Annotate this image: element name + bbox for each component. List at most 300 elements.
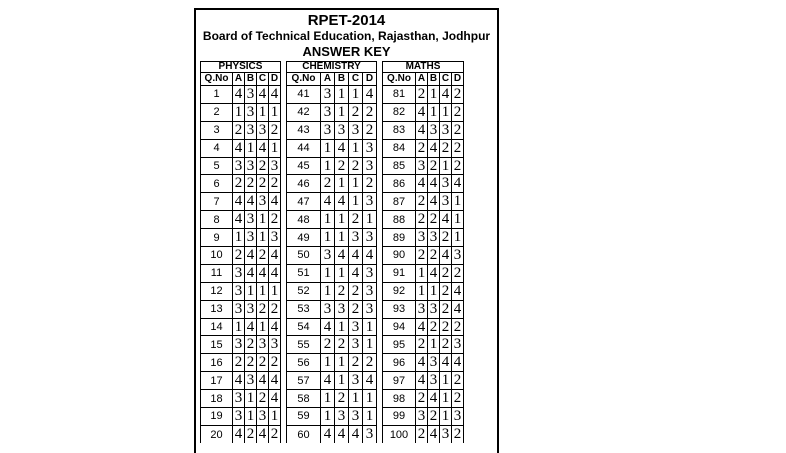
answer-a: 1: [321, 211, 335, 229]
question-number: 97: [383, 372, 416, 390]
answer-row: [201, 372, 281, 390]
answer-b: 1: [335, 318, 349, 336]
column-header: Q.No: [201, 73, 233, 86]
answer-row: [287, 247, 377, 265]
question-number: 84: [383, 139, 416, 157]
question-number: 43: [287, 121, 321, 139]
answer-row: [287, 282, 377, 300]
question-number: 13: [201, 300, 233, 318]
answer-c: 2: [349, 157, 363, 175]
answer-d: 2: [269, 121, 281, 139]
question-number: 12: [201, 282, 233, 300]
answer-b: 3: [335, 121, 349, 139]
answer-d: 4: [269, 264, 281, 282]
question-number: 2: [201, 103, 233, 121]
answer-a: 3: [321, 103, 335, 121]
answer-a: 1: [321, 139, 335, 157]
answer-a: 4: [233, 372, 245, 390]
question-number: 93: [383, 300, 416, 318]
answer-row: [287, 300, 377, 318]
question-number: 55: [287, 336, 321, 354]
answer-d: 2: [452, 372, 464, 390]
answer-d: 2: [363, 121, 377, 139]
question-number: 98: [383, 390, 416, 408]
answer-c: 4: [349, 247, 363, 265]
answer-a: 2: [321, 175, 335, 193]
answer-row: [383, 425, 464, 443]
answer-c: 2: [440, 336, 452, 354]
answer-c: 3: [349, 318, 363, 336]
question-number: 95: [383, 336, 416, 354]
question-number: 49: [287, 229, 321, 247]
question-number: 1: [201, 86, 233, 104]
answer-a: 3: [233, 300, 245, 318]
column-header: D: [363, 73, 377, 86]
answer-c: 1: [440, 408, 452, 426]
answer-a: 3: [233, 157, 245, 175]
answer-d: 1: [363, 408, 377, 426]
answer-a: 3: [321, 300, 335, 318]
answer-a: 4: [233, 193, 245, 211]
answer-b: 1: [245, 390, 257, 408]
question-number: 85: [383, 157, 416, 175]
question-number: 50: [287, 247, 321, 265]
answer-a: 4: [416, 175, 428, 193]
answer-c: 3: [440, 121, 452, 139]
answer-row: [383, 408, 464, 426]
column-header: Q.No: [383, 73, 416, 86]
document-heading: ANSWER KEY: [302, 44, 391, 59]
answer-row: [201, 264, 281, 282]
answer-b: 1: [335, 264, 349, 282]
question-number: 46: [287, 175, 321, 193]
answer-b: 2: [335, 157, 349, 175]
answer-row: [201, 247, 281, 265]
answer-row: [287, 157, 377, 175]
answer-c: 1: [440, 372, 452, 390]
answer-d: 2: [452, 121, 464, 139]
answer-c: 3: [349, 336, 363, 354]
answer-b: 1: [428, 103, 440, 121]
answer-a: 4: [416, 354, 428, 372]
answer-a: 1: [321, 390, 335, 408]
question-number: 6: [201, 175, 233, 193]
answer-a: 1: [321, 157, 335, 175]
answer-d: 1: [452, 211, 464, 229]
answer-a: 1: [233, 103, 245, 121]
answer-c: 2: [257, 175, 269, 193]
answer-row: [383, 229, 464, 247]
answer-a: 4: [416, 372, 428, 390]
question-number: 44: [287, 139, 321, 157]
question-number: 83: [383, 121, 416, 139]
question-number: 11: [201, 264, 233, 282]
answer-d: 1: [363, 318, 377, 336]
chemistry-table: [286, 61, 377, 443]
answer-c: 1: [257, 318, 269, 336]
question-number: 7: [201, 193, 233, 211]
answer-b: 4: [428, 175, 440, 193]
answer-a: 4: [233, 425, 245, 443]
answer-a: 4: [321, 425, 335, 443]
answer-b: 2: [245, 175, 257, 193]
question-number: 14: [201, 318, 233, 336]
answer-row: [287, 175, 377, 193]
answer-d: 1: [452, 193, 464, 211]
column-header: A: [416, 73, 428, 86]
answer-b: 2: [245, 336, 257, 354]
answer-a: 1: [416, 264, 428, 282]
answer-a: 1: [321, 229, 335, 247]
answer-b: 3: [428, 300, 440, 318]
answer-a: 3: [233, 282, 245, 300]
answer-b: 3: [245, 229, 257, 247]
answer-a: 4: [416, 103, 428, 121]
answer-b: 2: [428, 318, 440, 336]
question-number: 100: [383, 425, 416, 443]
answer-row: [201, 139, 281, 157]
answer-b: 4: [245, 193, 257, 211]
answer-b: 2: [428, 247, 440, 265]
answer-d: 2: [363, 103, 377, 121]
answer-d: 2: [452, 86, 464, 104]
answer-d: 2: [269, 425, 281, 443]
answer-c: 4: [440, 354, 452, 372]
answer-a: 2: [416, 390, 428, 408]
answer-row: [383, 354, 464, 372]
answer-b: 2: [428, 408, 440, 426]
answer-c: 4: [440, 211, 452, 229]
answer-b: 1: [245, 282, 257, 300]
answer-d: 2: [452, 157, 464, 175]
answer-d: 1: [269, 282, 281, 300]
answer-a: 3: [416, 300, 428, 318]
answer-row: [201, 103, 281, 121]
answer-b: 3: [245, 372, 257, 390]
answer-row: [201, 229, 281, 247]
answer-b: 3: [245, 300, 257, 318]
answer-a: 1: [233, 229, 245, 247]
answer-c: 4: [440, 86, 452, 104]
question-number: 20: [201, 425, 233, 443]
column-header: C: [349, 73, 363, 86]
answer-a: 4: [321, 318, 335, 336]
answer-row: [287, 193, 377, 211]
answer-c: 4: [257, 372, 269, 390]
answer-d: 2: [269, 354, 281, 372]
answer-c: 3: [349, 408, 363, 426]
answer-c: 3: [440, 425, 452, 443]
answer-c: 2: [257, 390, 269, 408]
column-header: B: [245, 73, 257, 86]
question-number: 48: [287, 211, 321, 229]
answer-c: 2: [349, 300, 363, 318]
answer-a: 2: [321, 336, 335, 354]
answer-row: [287, 336, 377, 354]
answer-row: [201, 175, 281, 193]
answer-d: 3: [452, 247, 464, 265]
answer-row: [287, 390, 377, 408]
question-number: 53: [287, 300, 321, 318]
question-number: 10: [201, 247, 233, 265]
question-number: 47: [287, 193, 321, 211]
answer-a: 3: [233, 264, 245, 282]
answer-b: 4: [335, 247, 349, 265]
answer-c: 1: [257, 229, 269, 247]
question-number: 16: [201, 354, 233, 372]
question-number: 5: [201, 157, 233, 175]
question-number: 96: [383, 354, 416, 372]
answer-a: 2: [416, 425, 428, 443]
answer-c: 1: [349, 390, 363, 408]
answer-d: 2: [452, 103, 464, 121]
answer-c: 3: [257, 336, 269, 354]
answer-a: 1: [321, 354, 335, 372]
answer-row: [201, 336, 281, 354]
question-number: 9: [201, 229, 233, 247]
answer-b: 4: [428, 390, 440, 408]
answer-d: 2: [452, 318, 464, 336]
answer-a: 3: [233, 408, 245, 426]
answer-row: [383, 372, 464, 390]
answer-c: 4: [257, 425, 269, 443]
maths-table: [382, 61, 464, 443]
answer-c: 1: [257, 103, 269, 121]
answer-c: 1: [257, 282, 269, 300]
answer-a: 4: [233, 139, 245, 157]
question-number: 4: [201, 139, 233, 157]
physics-table: [200, 61, 281, 443]
answer-d: 2: [452, 264, 464, 282]
answer-b: 2: [335, 282, 349, 300]
answer-b: 3: [245, 157, 257, 175]
answer-row: [287, 425, 377, 443]
answer-row: [383, 300, 464, 318]
answer-d: 1: [363, 390, 377, 408]
answer-b: 3: [335, 408, 349, 426]
answer-d: 3: [363, 264, 377, 282]
answer-row: [287, 86, 377, 104]
answer-c: 1: [349, 86, 363, 104]
answer-b: 3: [335, 300, 349, 318]
question-number: 89: [383, 229, 416, 247]
answer-b: 3: [245, 103, 257, 121]
answer-b: 1: [335, 372, 349, 390]
answer-c: 3: [257, 193, 269, 211]
answer-row: [201, 354, 281, 372]
answer-d: 2: [363, 354, 377, 372]
answer-c: 2: [349, 103, 363, 121]
answer-a: 2: [416, 139, 428, 157]
answer-b: 4: [335, 193, 349, 211]
answer-a: 2: [233, 175, 245, 193]
answer-d: 2: [452, 425, 464, 443]
answer-d: 3: [363, 425, 377, 443]
answer-d: 4: [452, 354, 464, 372]
answer-row: [201, 318, 281, 336]
answer-d: 4: [269, 247, 281, 265]
answer-row: [383, 318, 464, 336]
answer-row: [201, 408, 281, 426]
answer-b: 4: [245, 247, 257, 265]
answer-row: [383, 157, 464, 175]
answer-a: 3: [416, 408, 428, 426]
answer-d: 3: [269, 229, 281, 247]
column-header: D: [269, 73, 281, 86]
answer-c: 2: [257, 354, 269, 372]
answer-a: 2: [416, 211, 428, 229]
answer-row: [287, 121, 377, 139]
answer-row: [383, 211, 464, 229]
answer-c: 1: [257, 211, 269, 229]
question-number: 15: [201, 336, 233, 354]
answer-b: 4: [245, 264, 257, 282]
question-number: 3: [201, 121, 233, 139]
answer-row: [287, 318, 377, 336]
question-number: 42: [287, 103, 321, 121]
answer-d: 3: [452, 408, 464, 426]
answer-d: 1: [363, 211, 377, 229]
answer-d: 2: [363, 175, 377, 193]
answer-d: 1: [269, 103, 281, 121]
answer-c: 3: [257, 408, 269, 426]
answer-a: 4: [416, 318, 428, 336]
answer-d: 1: [452, 229, 464, 247]
answer-b: 3: [428, 121, 440, 139]
answer-d: 3: [363, 139, 377, 157]
answer-b: 1: [335, 211, 349, 229]
answer-row: [383, 86, 464, 104]
subject-header: MATHS: [383, 62, 464, 73]
answer-c: 3: [257, 121, 269, 139]
answer-d: 3: [269, 336, 281, 354]
answer-c: 1: [440, 157, 452, 175]
question-number: 18: [201, 390, 233, 408]
answer-d: 3: [452, 336, 464, 354]
answer-b: 4: [428, 425, 440, 443]
answer-a: 2: [416, 336, 428, 354]
answer-c: 2: [440, 229, 452, 247]
answer-c: 3: [349, 372, 363, 390]
answer-b: 3: [245, 211, 257, 229]
answer-c: 4: [257, 264, 269, 282]
answer-c: 2: [440, 139, 452, 157]
answer-a: 3: [233, 390, 245, 408]
answer-b: 3: [245, 86, 257, 104]
answer-b: 2: [245, 425, 257, 443]
question-number: 87: [383, 193, 416, 211]
answer-a: 2: [233, 121, 245, 139]
answer-c: 4: [440, 247, 452, 265]
answer-d: 4: [452, 175, 464, 193]
answer-a: 1: [321, 282, 335, 300]
answer-d: 3: [363, 229, 377, 247]
column-header: A: [321, 73, 335, 86]
answer-b: 3: [428, 354, 440, 372]
question-number: 91: [383, 264, 416, 282]
answer-a: 2: [416, 193, 428, 211]
column-header: C: [257, 73, 269, 86]
answer-b: 1: [335, 86, 349, 104]
answer-d: 4: [363, 247, 377, 265]
question-number: 92: [383, 282, 416, 300]
answer-c: 1: [440, 103, 452, 121]
answer-d: 2: [269, 175, 281, 193]
answer-c: 3: [440, 193, 452, 211]
answer-a: 3: [321, 247, 335, 265]
answer-a: 3: [416, 157, 428, 175]
answer-b: 1: [335, 354, 349, 372]
answer-b: 2: [428, 211, 440, 229]
document-title: RPET-2014: [307, 12, 386, 29]
answer-d: 1: [363, 336, 377, 354]
answer-row: [287, 229, 377, 247]
answer-row: [201, 121, 281, 139]
answer-b: 1: [335, 175, 349, 193]
answer-d: 3: [363, 282, 377, 300]
answer-row: [383, 193, 464, 211]
answer-d: 3: [363, 193, 377, 211]
answer-d: 4: [269, 86, 281, 104]
answer-b: 2: [335, 390, 349, 408]
answer-row: [287, 264, 377, 282]
question-number: 88: [383, 211, 416, 229]
answer-d: 4: [452, 282, 464, 300]
answer-d: 4: [269, 318, 281, 336]
answer-a: 2: [233, 247, 245, 265]
answer-a: 4: [233, 86, 245, 104]
answer-row: [383, 103, 464, 121]
question-number: 45: [287, 157, 321, 175]
answer-d: 4: [363, 372, 377, 390]
answer-c: 2: [440, 300, 452, 318]
answer-c: 1: [349, 193, 363, 211]
column-header: Q.No: [287, 73, 321, 86]
answer-row: [383, 336, 464, 354]
answer-row: [383, 175, 464, 193]
question-number: 94: [383, 318, 416, 336]
answer-row: [287, 103, 377, 121]
question-number: 19: [201, 408, 233, 426]
answer-d: 1: [269, 408, 281, 426]
answer-c: 2: [349, 282, 363, 300]
answer-c: 1: [349, 139, 363, 157]
answer-c: 2: [440, 264, 452, 282]
answer-b: 2: [428, 157, 440, 175]
answer-b: 1: [428, 86, 440, 104]
question-number: 82: [383, 103, 416, 121]
answer-row: [383, 390, 464, 408]
answer-d: 3: [363, 157, 377, 175]
answer-d: 3: [363, 300, 377, 318]
answer-a: 4: [321, 372, 335, 390]
answer-a: 2: [233, 354, 245, 372]
question-number: 90: [383, 247, 416, 265]
answer-a: 1: [321, 408, 335, 426]
answer-a: 3: [321, 121, 335, 139]
answer-a: 4: [233, 211, 245, 229]
answer-row: [287, 211, 377, 229]
answer-c: 4: [349, 264, 363, 282]
question-number: 86: [383, 175, 416, 193]
answer-row: [287, 408, 377, 426]
answer-d: 2: [452, 139, 464, 157]
answer-a: 1: [416, 282, 428, 300]
answer-b: 1: [335, 103, 349, 121]
answer-row: [383, 264, 464, 282]
answer-row: [201, 157, 281, 175]
answer-row: [201, 425, 281, 443]
